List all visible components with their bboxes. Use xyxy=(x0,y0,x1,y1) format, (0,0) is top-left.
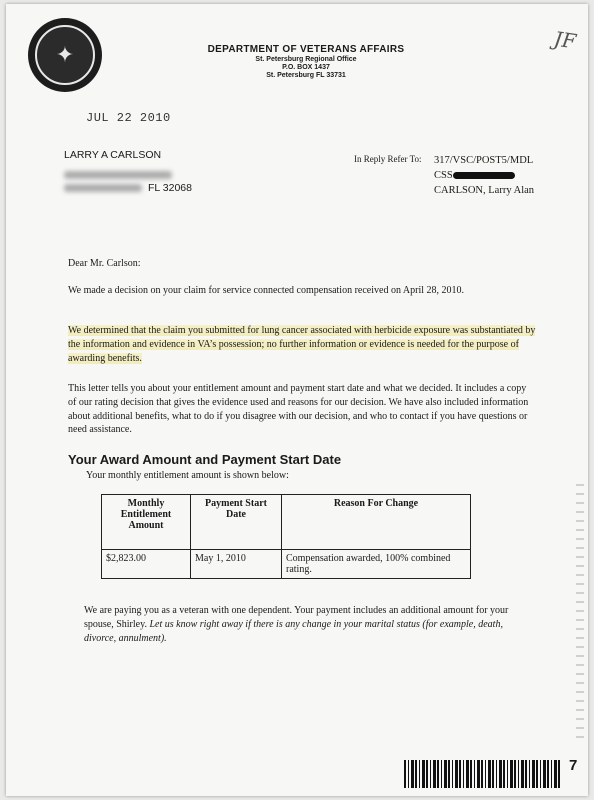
header-monthly-amount: Monthly Entitlement Amount xyxy=(102,495,191,550)
office-name: St. Petersburg Regional Office xyxy=(255,55,357,63)
page-number: 7 xyxy=(569,757,578,774)
paragraph-overview: This letter tells you about your entitlement amount and payment start date and what we decided. It includes a copy of our rating decision that gives the evidence used and reasons for our decision. We have also included information about additional benefits, what to do if you disagree with our decision, and who to contact if you have questions or need assistance. xyxy=(68,383,529,436)
po-box: P.O. BOX 1437 xyxy=(282,63,330,71)
table-row xyxy=(102,550,471,579)
recipient-name: LARRY A CARLSON xyxy=(64,149,162,161)
barcode xyxy=(404,760,562,788)
office-city: St. Petersburg FL 33731 xyxy=(266,71,346,79)
closing-paragraph xyxy=(84,604,524,645)
award-table xyxy=(101,494,471,579)
letter-date: JUL 22 2010 xyxy=(86,111,171,125)
letterhead xyxy=(156,44,456,80)
recipient-city-line xyxy=(64,182,192,194)
letter-page xyxy=(6,4,588,796)
header-payment-start: Payment Start Date xyxy=(191,495,282,550)
eagle-icon: ✦ xyxy=(35,25,95,85)
redacted-css-number xyxy=(453,172,515,179)
award-heading: Your Award Amount and Payment Start Date xyxy=(68,452,342,467)
scan-edge-marks xyxy=(576,484,584,744)
award-subtext: Your monthly entitlement amount is shown below: xyxy=(86,470,289,481)
reference-block xyxy=(434,153,534,199)
closing-text: We are paying you as a veteran with one dependent. Your payment includes an additional amount for your spouse, Shirley. xyxy=(84,605,509,630)
recipient-city-zip: FL 32068 xyxy=(148,182,192,194)
table-header-row xyxy=(102,495,471,550)
reply-refer-label: In Reply Refer To: xyxy=(354,154,422,164)
reference-code: 317/VSC/POST5/MDL xyxy=(434,155,534,166)
handwritten-annotation: JF xyxy=(552,26,578,54)
paragraph-determination xyxy=(68,324,536,365)
salutation: Dear Mr. Carlson: xyxy=(68,258,141,269)
reference-name: CARLSON, Larry Alan xyxy=(434,185,535,197)
va-seal-logo xyxy=(28,18,102,92)
css-line xyxy=(434,168,534,183)
highlighted-text: We determined that the claim you submitted for lung cancer associated with herbicide exposure was substantiated by the information and evidence in VA’s possession; no further information or evidence is needed for the purpose of awarding benefits. xyxy=(68,325,536,364)
closing-italic: Let us know right away if there is any change in your marital status (for example, death, divorce, annulment). xyxy=(84,618,503,644)
css-prefix: CSS xyxy=(434,170,453,182)
cell-amount: $2,823.00 xyxy=(102,550,191,579)
header-reason: Reason For Change xyxy=(282,495,471,550)
cell-start-date: May 1, 2010 xyxy=(191,550,282,579)
cell-reason: Compensation awarded, 100% combined rating. xyxy=(282,550,471,579)
department-name: DEPARTMENT OF VETERANS AFFAIRS xyxy=(207,44,405,55)
paragraph-claim: We made a decision on your claim for service connected compensation received on April 28, 2010. xyxy=(68,285,465,296)
